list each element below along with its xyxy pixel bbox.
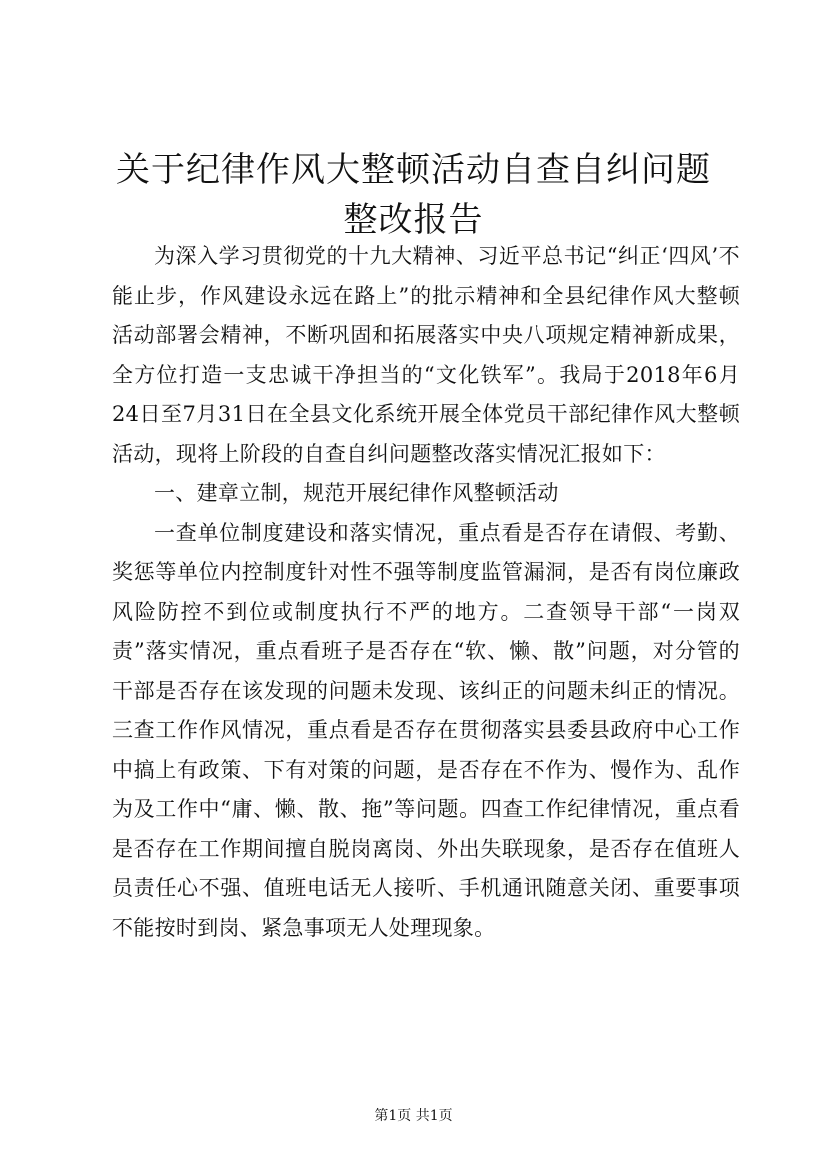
paragraph-inspection-items: 一查单位制度建设和落实情况，重点看是否存在请假、考勤、奖惩等单位内控制度针对性不强等制度监管漏洞，是否有岗位廉政风险防控不到位或制度执行不严的地方。二查领导干部“一岗双责”落实情况，重点看班子是否存在“软、懒、散”问题，对分管的干部是否存在该发现的问题未发现、该纠正的问题未纠正的情况。三查工作作风情况，重点看是否存在贯彻落实县委县政府中心工作中搞上有政策、下有对策的问题，是否存在不作为、慢作为、乱作为及工作中“庸、懒、散、拖”等问题。四查工作纪律情况，重点看是否存在工作期间擅自脱岗离岗、外出失联现象，是否存在值班人员责任心不强、值班电话无人接听、手机通讯随意关闭、重要事项不能按时到岗、紧急事项无人处理现象。 bbox=[112, 520, 740, 940]
document-body bbox=[112, 237, 740, 948]
page-number-footer: 第1页 共1页 bbox=[374, 1108, 453, 1124]
document-title: 关于纪律作风大整顿活动自查自纠问题整改报告 bbox=[116, 150, 711, 240]
paragraph-intro: 为深入学习贯彻党的十九大精神、习近平总书记“纠正‘四风’不能止步，作风建设永远在路上”的批示精神和全县纪律作风大整顿活动部署会精神，不断巩固和拓展落实中央八项规定精神新成果，全方位打造一支忠诚干净担当的“文化铁军”。我局于2018年6月24日至7月31日在全县文化系统开展全体党员干部纪律作风大整顿活动，现将上阶段的自查自纠问题整改落实情况汇报如下： bbox=[112, 244, 740, 466]
section-heading-1: 一、建章立制，规范开展纪律作风整顿活动 bbox=[154, 481, 559, 505]
